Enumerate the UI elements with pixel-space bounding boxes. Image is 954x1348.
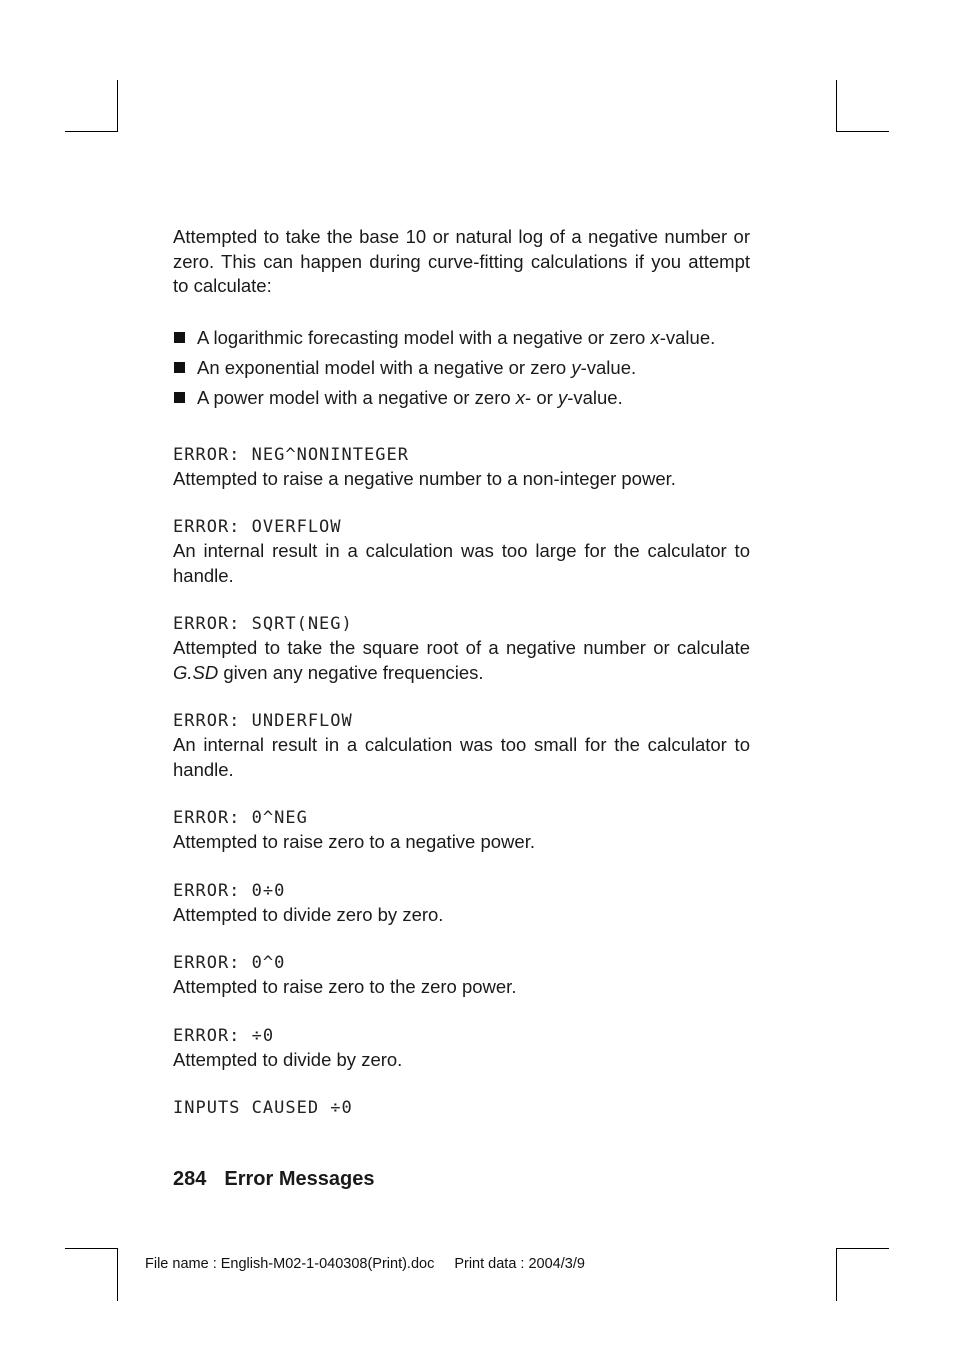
error-code: ERROR: SQRT(NEG) <box>173 614 353 634</box>
bullet-square-icon <box>174 332 185 343</box>
error-description: An internal result in a calculation was too small for the calculator to handle. <box>173 734 750 780</box>
crop-mark-bottom-left-h <box>65 1248 118 1249</box>
error-description: Attempted to raise a negative number to a non-integer power. <box>173 467 676 489</box>
error-entry <box>173 709 750 782</box>
error-entry <box>173 443 750 492</box>
error-description: Attempted to divide by zero. <box>173 1048 403 1070</box>
error-code: ERROR: 0^0 <box>173 953 286 973</box>
error-description: Attempted to divide zero by zero. <box>173 903 444 925</box>
error-description: Attempted to raise zero to the zero power. <box>173 976 517 997</box>
crop-mark-top-left-v <box>117 80 118 132</box>
error-code: ERROR: 0÷0 <box>173 880 286 901</box>
error-description: An internal result in a calculation was too large for the calculator to handle. <box>173 540 750 586</box>
section-title: Error Messages <box>224 1168 375 1190</box>
error-entry <box>173 515 750 588</box>
crop-mark-top-right-h <box>836 131 889 132</box>
error-entry <box>173 1024 750 1073</box>
list-item: An exponential model with a negative or zero y-value. <box>173 353 750 383</box>
bullet-square-icon <box>174 362 185 373</box>
file-name: File name : English-M02-1-040308(Print).doc <box>145 1256 435 1272</box>
file-info <box>145 1256 585 1272</box>
print-date: Print data : 2004/3/9 <box>454 1256 585 1272</box>
crop-mark-top-left-h <box>65 131 118 132</box>
bullet-square-icon <box>174 392 185 403</box>
error-code: ERROR: 0^NEG <box>173 808 308 828</box>
error-code: ERROR: NEG^NONINTEGER <box>173 444 409 465</box>
crop-mark-bottom-right-h <box>836 1248 889 1249</box>
page-footer-title <box>173 1168 374 1191</box>
list-item: A power model with a negative or zero x- or y-value. <box>173 383 750 413</box>
error-entry <box>173 612 750 685</box>
error-code: INPUTS CAUSED ÷0 <box>173 1098 353 1118</box>
error-code: ERROR: OVERFLOW <box>173 517 342 537</box>
intro-paragraph: Attempted to take the base 10 or natural log of a negative number or zero. This can happen during curve-fitting calculations if you attempt to calculate: <box>173 226 750 296</box>
error-code: ERROR: ÷0 <box>173 1025 275 1046</box>
list-item: A logarithmic forecasting model with a negative or zero x-value. <box>173 323 750 353</box>
error-code: ERROR: UNDERFLOW <box>173 711 353 731</box>
error-entry <box>173 1096 750 1120</box>
crop-mark-bottom-right-v <box>836 1248 837 1301</box>
error-description: Attempted to take the square root of a negative number or calculate G.SD given any negative frequencies. <box>173 637 750 683</box>
crop-mark-bottom-left-v <box>117 1248 118 1301</box>
page-number: 284 <box>173 1168 207 1190</box>
bullet-list <box>173 323 750 413</box>
error-entry <box>173 951 750 1000</box>
error-description: Attempted to raise zero to a negative power. <box>173 831 535 852</box>
error-entry <box>173 879 750 928</box>
page-content <box>173 225 750 1120</box>
crop-mark-top-right-v <box>836 80 837 132</box>
error-entry <box>173 806 750 855</box>
